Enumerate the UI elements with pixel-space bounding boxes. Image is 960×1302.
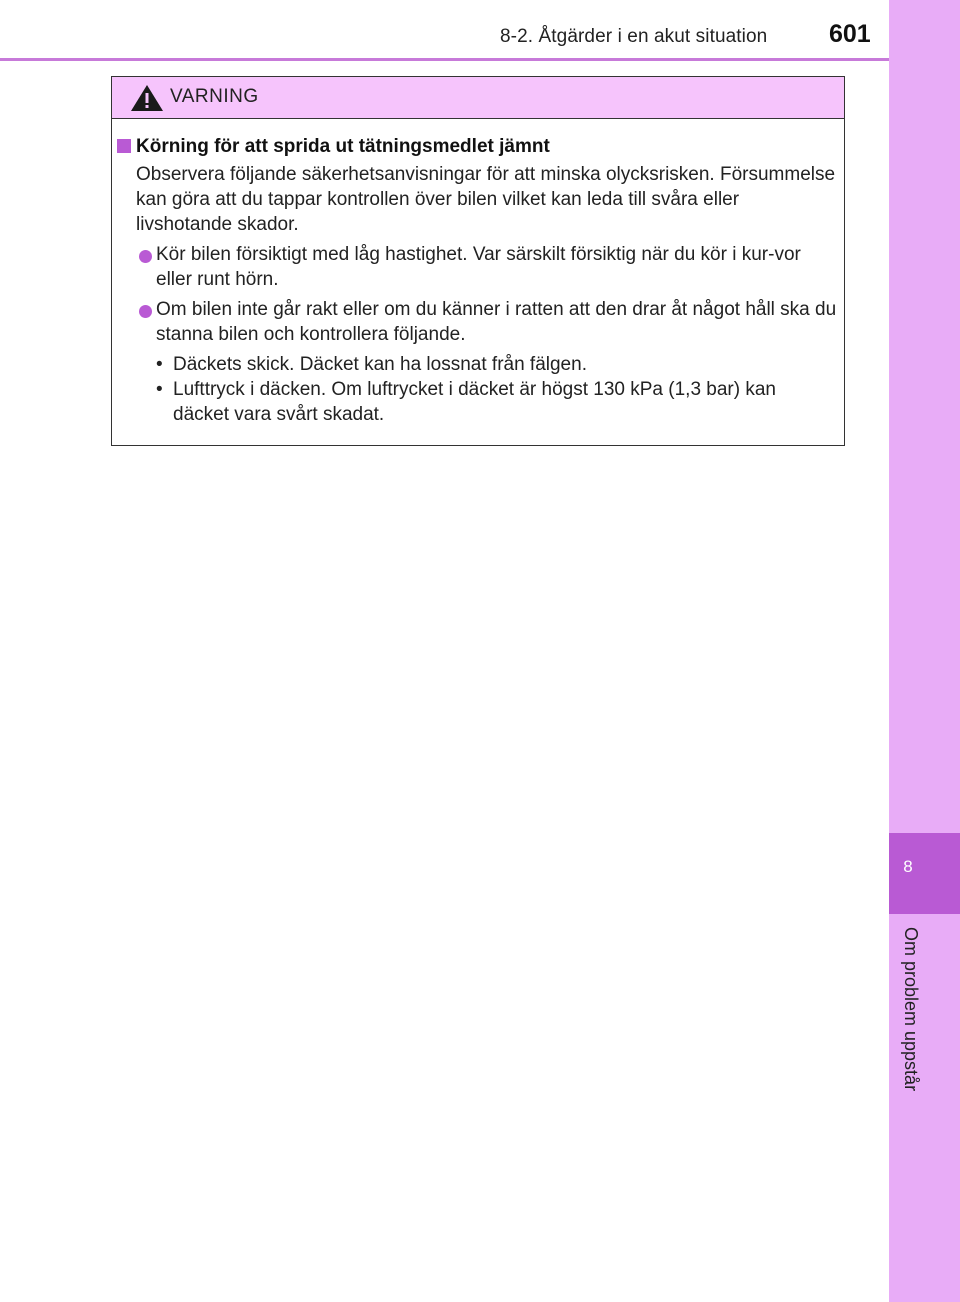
warning-header xyxy=(112,77,844,119)
chapter-title: Om problem uppstår xyxy=(901,927,921,1092)
chapter-number: 8 xyxy=(903,857,913,876)
header-divider xyxy=(0,58,890,61)
sub-bullet-marker: • xyxy=(156,354,163,375)
sub-bullet-item: Lufttryck i däcken. Om luftrycket i däcket är högst 130 kPa (1,3 bar) kan däcket vara svårt skadat. xyxy=(173,379,776,425)
warning-subheading-text: Körning för att sprida ut tätningsmedlet jämnt xyxy=(136,136,550,157)
warning-box xyxy=(111,76,845,446)
warning-title: VARNING xyxy=(170,86,259,107)
bullet-item: Kör bilen försiktigt med låg hastighet. Var särskilt försiktig när du kör i kur-vor eller runt hörn. xyxy=(156,244,801,290)
circle-bullet-icon xyxy=(139,305,152,318)
warning-triangle-icon xyxy=(130,84,164,112)
sub-bullet-item: Däckets skick. Däcket kan ha lossnat från fälgen. xyxy=(173,354,587,375)
circle-bullet-icon xyxy=(139,250,152,263)
square-bullet-icon xyxy=(117,139,131,153)
page-number: 601 xyxy=(829,20,871,48)
warning-subheading xyxy=(117,136,550,158)
sub-bullet-marker: • xyxy=(156,379,163,400)
section-title: 8-2. Åtgärder i en akut situation xyxy=(500,26,768,47)
bullet-item: Om bilen inte går rakt eller om du känner i ratten att den drar åt något håll ska du stanna bilen och kontrollera följande. xyxy=(156,299,837,345)
warning-intro: Observera följande säkerhetsanvisningar för att minska olycksrisken. Försummelse kan göra att du tappar kontrollen över bilen vilket kan leda till svåra eller livshotande skador. xyxy=(136,164,836,235)
